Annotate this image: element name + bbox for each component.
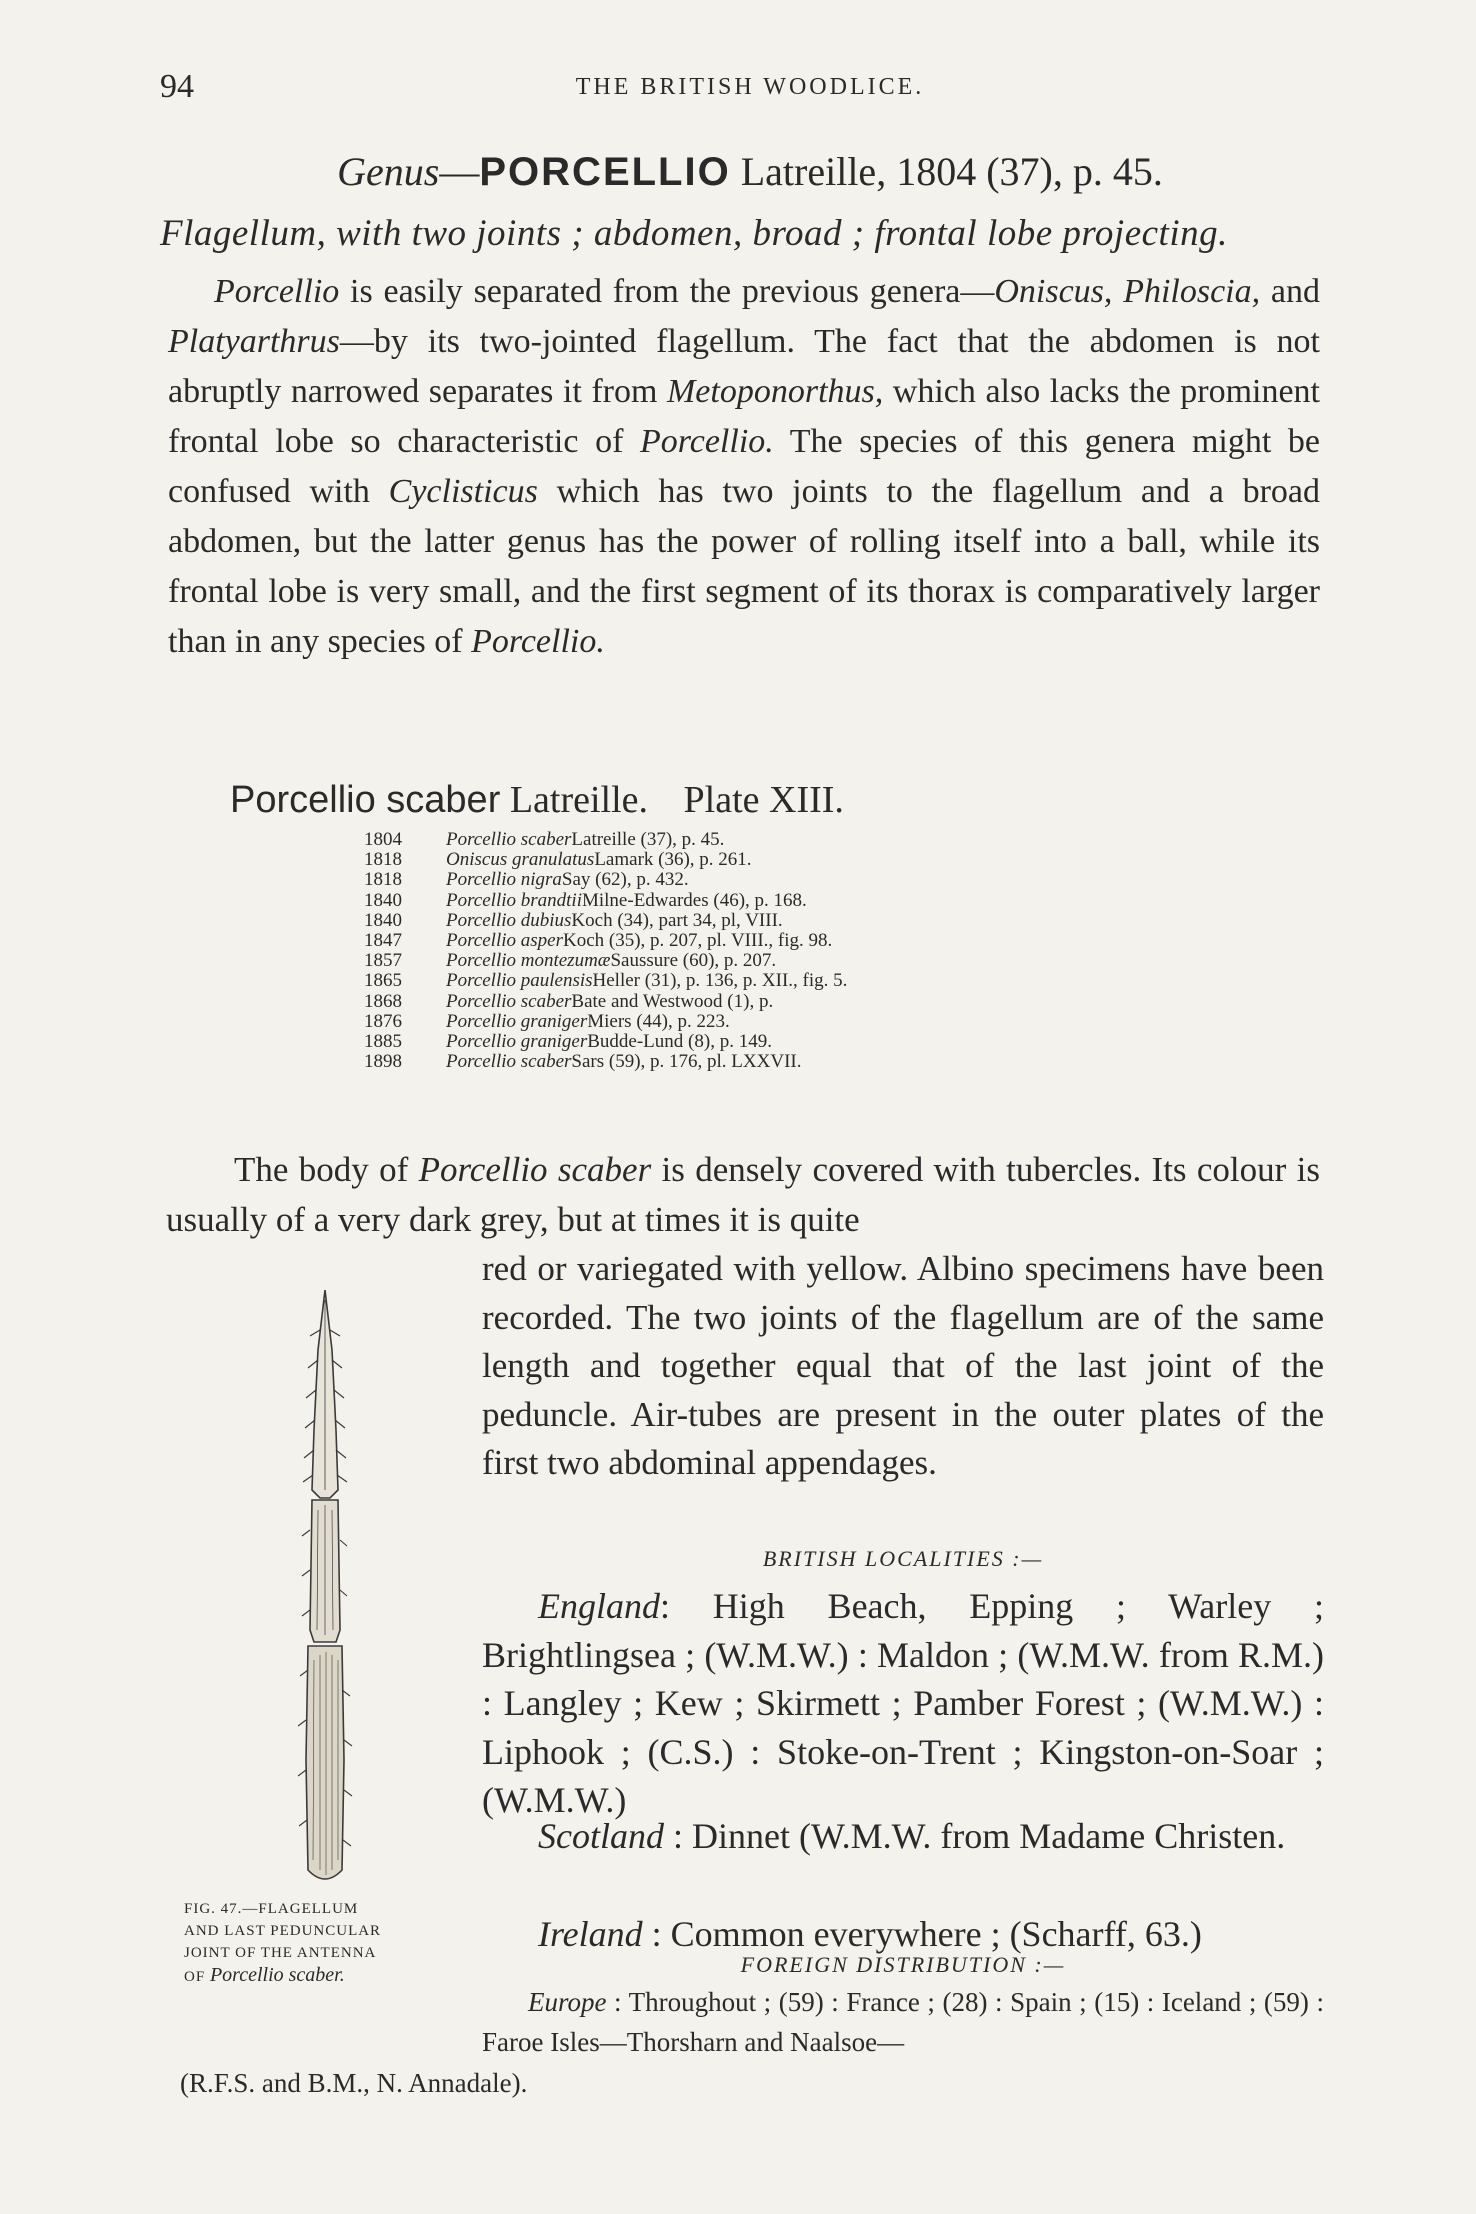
synonymy-reference: Lamark (36), p. 261.	[594, 849, 752, 871]
synonymy-reference: Miers (44), p. 223.	[587, 1010, 730, 1032]
synonymy-name: Porcellio graniger	[446, 1010, 588, 1032]
synonymy-row	[364, 850, 1164, 870]
synonymy-year: 1840	[364, 909, 402, 931]
synonymy-year: 1857	[364, 950, 402, 972]
synonymy-row	[364, 1012, 1164, 1032]
running-title: THE BRITISH WOODLICE.	[575, 74, 925, 100]
synonymy-row	[364, 870, 1164, 890]
plate-reference: Plate XIII.	[683, 779, 844, 821]
synonymy-reference: Koch (34), part 34, pl, VIII.	[571, 909, 783, 931]
intro-text: which has two joints to the flagellum and a broad abdomen, but the latter genus has the power of rolling itself into a ball, while its frontal lobe is very small, and the first segment of its thorax is comparatively larger than in any species of	[168, 473, 1320, 660]
caption-line: JOINT OF THE ANTENNA	[184, 1945, 377, 1961]
intro-text: —by its two-jointed flagellum. The fact that the abdomen is not abruptly narrowed separates it from	[168, 323, 1320, 410]
synonymy-reference: Koch (35), p. 207, pl. VIII., fig. 98.	[562, 930, 833, 952]
description-text: Porcellio scaber	[418, 1150, 652, 1189]
intro-text: Platyarthrus	[168, 323, 340, 360]
description-text: is densely covered with tubercles. Its colour is usually of a very dark grey, but at times it is quite	[166, 1150, 1320, 1239]
species-name: Porcellio scaber	[230, 779, 501, 821]
foreign-distribution-heading: FOREIGN DISTRIBUTION :—	[740, 1952, 1066, 1977]
synonymy-name: Porcellio brandtii	[446, 889, 582, 911]
synonymy-row	[364, 830, 1164, 850]
synonymy-year: 1818	[364, 849, 402, 871]
page-number: 94	[160, 68, 194, 105]
synonymy-year: 1847	[364, 930, 402, 952]
intro-text: Oniscus, Philoscia,	[994, 273, 1261, 310]
intro-text: Porcellio	[214, 273, 340, 310]
synonymy-reference: Heller (31), p. 136, p. XII., fig. 5.	[592, 970, 848, 992]
locality-label: Scotland	[538, 1816, 664, 1856]
foreign-label: Europe	[528, 1987, 607, 2017]
page-header	[160, 68, 1340, 108]
genus-heading: Genus—PORCELLIO Latreille, 1804 (37), p. 45.	[337, 149, 1163, 194]
intro-text: Metoponorthus,	[666, 373, 884, 410]
locality-text: : High Beach, Epping ; Warley ; Brightlingsea ; (W.M.W.) : Maldon ; (W.M.W. from R.M.) : Langley ; Kew ; Skirmett ; Pamber Forest ; (W.M.W.) : Liphook ; (C.S.) : Stoke-on-Trent ; Kingston-on-Soar ; (W.M.W.)	[482, 1586, 1324, 1820]
caption-prefix: OF	[184, 1969, 210, 1985]
synonymy-reference: Say (62), p. 432.	[561, 869, 689, 891]
intro-text: and	[1260, 273, 1320, 310]
locality-england	[482, 1582, 1324, 1825]
synonymy-row	[364, 992, 1164, 1012]
synonymy-row	[364, 1052, 1164, 1072]
locality-scotland	[482, 1812, 1324, 1861]
synonymy-name: Porcellio scaber	[446, 829, 572, 850]
synonymy-year: 1898	[364, 1051, 402, 1073]
locality-text: : Common everywhere ; (Scharff, 63.)	[642, 1914, 1202, 1954]
genus-word: Genus	[337, 149, 440, 194]
synonymy-year: 1818	[364, 869, 402, 891]
synonymy-reference: Budde-Lund (8), p. 149.	[587, 1031, 772, 1053]
intro-text: is easily separated from the previous genera—	[339, 273, 995, 310]
synonymy-reference: Bate and Westwood (1), p.	[571, 990, 774, 1012]
synonymy-year: 1804	[364, 829, 402, 850]
synonymy-year: 1840	[364, 889, 402, 911]
genus-citation: Latreille, 1804 (37), p. 45.	[740, 149, 1163, 194]
description-paragraph-wide	[166, 1145, 1320, 1245]
species-author: Latreille.	[509, 779, 649, 821]
synonymy-name: Porcellio paulensis	[446, 970, 593, 992]
locality-text: : Dinnet (W.M.W. from Madame Christen.	[663, 1816, 1286, 1856]
synonymy-reference: Sars (59), p. 176, pl. LXXVII.	[571, 1051, 802, 1073]
synonymy-reference: Milne-Edwardes (46), p. 168.	[581, 889, 807, 911]
locality-label: England	[538, 1586, 660, 1626]
synonymy-row	[364, 971, 1164, 991]
synonymy-name: Porcellio graniger	[446, 1031, 588, 1053]
synonymy-list	[364, 830, 1164, 1072]
synonymy-row	[364, 951, 1164, 971]
synonymy-row	[364, 891, 1164, 911]
synonymy-name: Porcellio nigra	[446, 869, 562, 891]
synonymy-name: Porcellio dubius	[446, 909, 572, 931]
synonymy-reference: Latreille (37), p. 45.	[571, 829, 725, 850]
description-paragraph-narrow: red or variegated with yellow. Albino specimens have been recorded. The two joints of the flagellum are of the same length and together equal that of the last joint of the peduncle. Air-tubes are present in the outer plates of the first two abdominal appendages.	[482, 1249, 1324, 1482]
synonymy-reference: Saussure (60), p. 207.	[610, 950, 777, 972]
intro-text: Cyclisticus	[388, 473, 538, 510]
intro-text: which also lacks the prominent frontal lobe so characteristic of	[168, 373, 1320, 460]
synonymy-name: Porcellio scaber	[446, 990, 572, 1012]
intro-text: Porcellio.	[471, 623, 605, 660]
caption-line	[184, 1964, 456, 1988]
synonymy-name: Oniscus granulatus	[446, 849, 595, 871]
genus-diagnosis: Flagellum, with two joints ; abdomen, broad ; frontal lobe projecting.	[160, 213, 1228, 254]
species-heading	[230, 778, 1230, 822]
intro-paragraph	[168, 267, 1320, 667]
locality-label: Ireland	[538, 1914, 643, 1954]
synonymy-name: Porcellio montezumæ	[446, 950, 611, 972]
synonymy-year: 1868	[364, 990, 402, 1012]
synonymy-name: Porcellio scaber	[446, 1051, 572, 1073]
intro-text: The species of this genera might be confused with	[168, 423, 1320, 510]
synonymy-year: 1865	[364, 970, 402, 992]
caption-line: AND LAST PEDUNCULAR	[184, 1923, 382, 1939]
intro-text: Porcellio.	[640, 423, 774, 460]
synonymy-row	[364, 911, 1164, 931]
synonymy-year: 1876	[364, 1010, 402, 1032]
foreign-distribution-last-line: (R.F.S. and B.M., N. Annadale).	[180, 2068, 528, 2098]
british-localities-heading: BRITISH LOCALITIES :—	[762, 1546, 1044, 1571]
synonymy-year: 1885	[364, 1031, 402, 1053]
foreign-text: : Throughout ; (59) : France ; (28) : Spain ; (15) : Iceland ; (59) : Faroe Isles—Thorsharn and Naalsoe—	[482, 1987, 1324, 2057]
genus-name: PORCELLIO	[479, 150, 731, 194]
synonymy-row	[364, 1032, 1164, 1052]
synonymy-name: Porcellio asper	[446, 930, 563, 952]
caption-line: FIG. 47.—FLAGELLUM	[184, 1901, 359, 1917]
description-text: The body of	[234, 1150, 419, 1189]
caption-species: Porcellio scaber.	[209, 1964, 345, 1986]
foreign-distribution-text	[482, 1982, 1324, 2062]
synonymy-row	[364, 931, 1164, 951]
figure-caption	[184, 1898, 456, 1988]
antenna-flagellum-illustration	[280, 1290, 370, 1890]
